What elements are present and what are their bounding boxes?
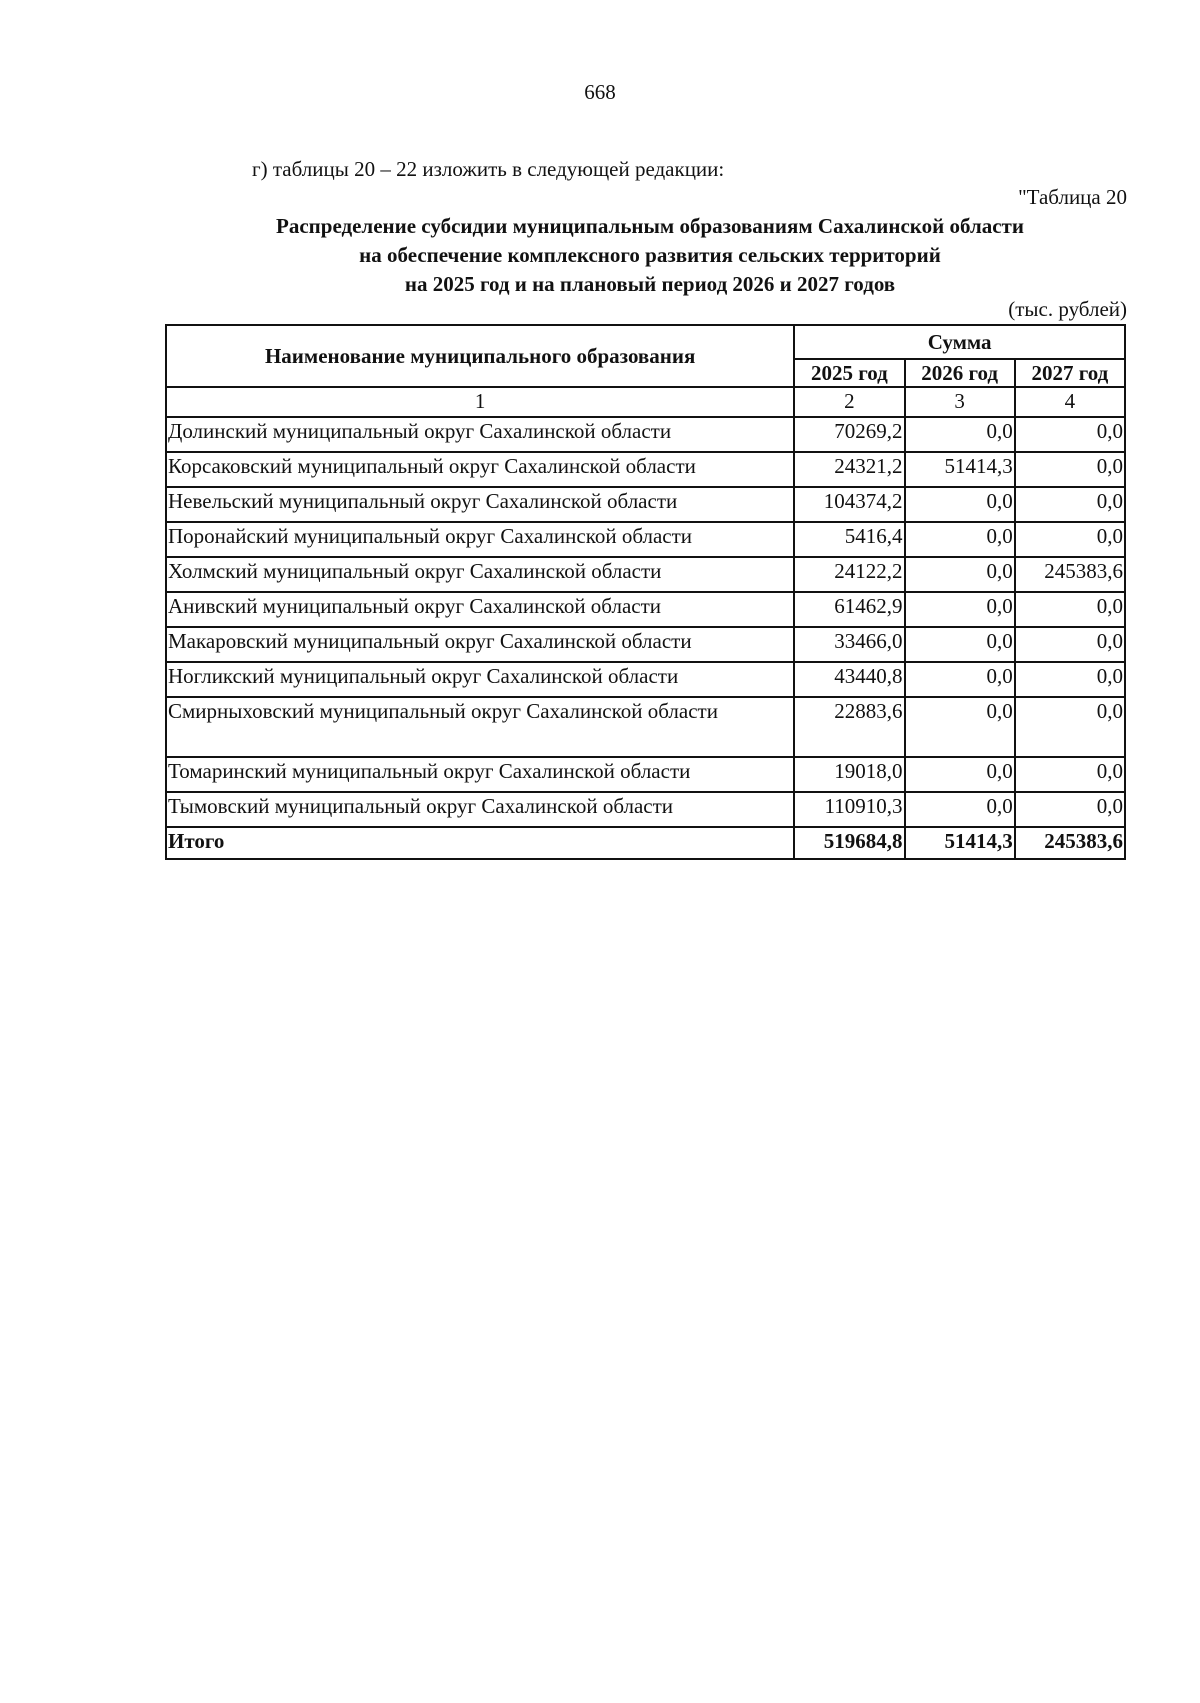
value-2026: 0,0 <box>905 522 1015 557</box>
table-row <box>166 662 1125 697</box>
value-2025: 22883,6 <box>794 697 904 757</box>
value-2026: 51414,3 <box>905 452 1015 487</box>
value-2026: 0,0 <box>905 627 1015 662</box>
total-label: Итого <box>166 827 794 859</box>
value-2025: 104374,2 <box>794 487 904 522</box>
value-2027: 0,0 <box>1015 452 1125 487</box>
value-2026: 0,0 <box>905 592 1015 627</box>
header-name: Наименование муниципального образования <box>166 325 794 387</box>
table-row <box>166 697 1125 757</box>
page-number: 668 <box>584 80 616 104</box>
value-2025: 70269,2 <box>794 417 904 452</box>
value-2027: 0,0 <box>1015 487 1125 522</box>
value-2027: 0,0 <box>1015 697 1125 757</box>
municipality-name: Анивский муниципальный округ Сахалинской области <box>166 592 794 627</box>
subsidy-table <box>165 324 1126 860</box>
table-row <box>166 452 1125 487</box>
value-2025: 43440,8 <box>794 662 904 697</box>
municipality-name: Ногликский муниципальный округ Сахалинской области <box>166 662 794 697</box>
intro-text: г) таблицы 20 – 22 изложить в следующей редакции: <box>252 157 725 181</box>
header-row <box>166 325 1125 359</box>
total-2026: 51414,3 <box>905 827 1015 859</box>
value-2025: 5416,4 <box>794 522 904 557</box>
municipality-name: Невельский муниципальный округ Сахалинской области <box>166 487 794 522</box>
column-index: 4 <box>1015 387 1125 417</box>
municipality-name: Поронайский муниципальный округ Сахалинской области <box>166 522 794 557</box>
value-2026: 0,0 <box>905 757 1015 792</box>
value-2027: 0,0 <box>1015 792 1125 827</box>
municipality-name: Макаровский муниципальный округ Сахалинской области <box>166 627 794 662</box>
value-2026: 0,0 <box>905 487 1015 522</box>
value-2025: 24122,2 <box>794 557 904 592</box>
value-2027: 0,0 <box>1015 522 1125 557</box>
units-label: (тыс. рублей) <box>1008 297 1127 321</box>
column-index: 3 <box>905 387 1015 417</box>
column-index-row <box>166 387 1125 417</box>
header-year-2026: 2026 год <box>905 359 1015 387</box>
municipality-name: Долинский муниципальный округ Сахалинской области <box>166 417 794 452</box>
title-line-2: на обеспечение комплексного развития сельских территорий <box>359 243 941 267</box>
value-2026: 0,0 <box>905 792 1015 827</box>
total-2027: 245383,6 <box>1015 827 1125 859</box>
value-2027: 245383,6 <box>1015 557 1125 592</box>
municipality-name: Тымовский муниципальный округ Сахалинской области <box>166 792 794 827</box>
value-2027: 0,0 <box>1015 662 1125 697</box>
table-row <box>166 792 1125 827</box>
table-row <box>166 757 1125 792</box>
value-2025: 24321,2 <box>794 452 904 487</box>
municipality-name: Корсаковский муниципальный округ Сахалинской области <box>166 452 794 487</box>
value-2027: 0,0 <box>1015 417 1125 452</box>
table-reference: "Таблица 20 <box>1018 185 1127 209</box>
table-row <box>166 627 1125 662</box>
total-2025: 519684,8 <box>794 827 904 859</box>
value-2026: 0,0 <box>905 697 1015 757</box>
table-row <box>166 592 1125 627</box>
table-row <box>166 522 1125 557</box>
column-index: 2 <box>794 387 904 417</box>
municipality-name: Холмский муниципальный округ Сахалинской области <box>166 557 794 592</box>
value-2026: 0,0 <box>905 557 1015 592</box>
value-2027: 0,0 <box>1015 592 1125 627</box>
value-2025: 33466,0 <box>794 627 904 662</box>
title-line-1: Распределение субсидии муниципальным образованиям Сахалинской области <box>276 214 1024 238</box>
header-sum: Сумма <box>794 325 1125 359</box>
value-2025: 61462,9 <box>794 592 904 627</box>
title-line-3: на 2025 год и на плановый период 2026 и 2027 годов <box>404 272 896 296</box>
municipality-name: Томаринский муниципальный округ Сахалинской области <box>166 757 794 792</box>
value-2026: 0,0 <box>905 662 1015 697</box>
total-row <box>166 827 1125 859</box>
table-row <box>166 417 1125 452</box>
value-2027: 0,0 <box>1015 627 1125 662</box>
municipality-name: Смирныховский муниципальный округ Сахалинской области <box>166 697 794 757</box>
column-index: 1 <box>166 387 794 417</box>
table-row <box>166 557 1125 592</box>
header-year-2025: 2025 год <box>794 359 904 387</box>
value-2026: 0,0 <box>905 417 1015 452</box>
value-2025: 19018,0 <box>794 757 904 792</box>
value-2027: 0,0 <box>1015 757 1125 792</box>
header-year-2027: 2027 год <box>1015 359 1125 387</box>
table-title <box>165 212 1135 299</box>
table-row <box>166 487 1125 522</box>
value-2025: 110910,3 <box>794 792 904 827</box>
